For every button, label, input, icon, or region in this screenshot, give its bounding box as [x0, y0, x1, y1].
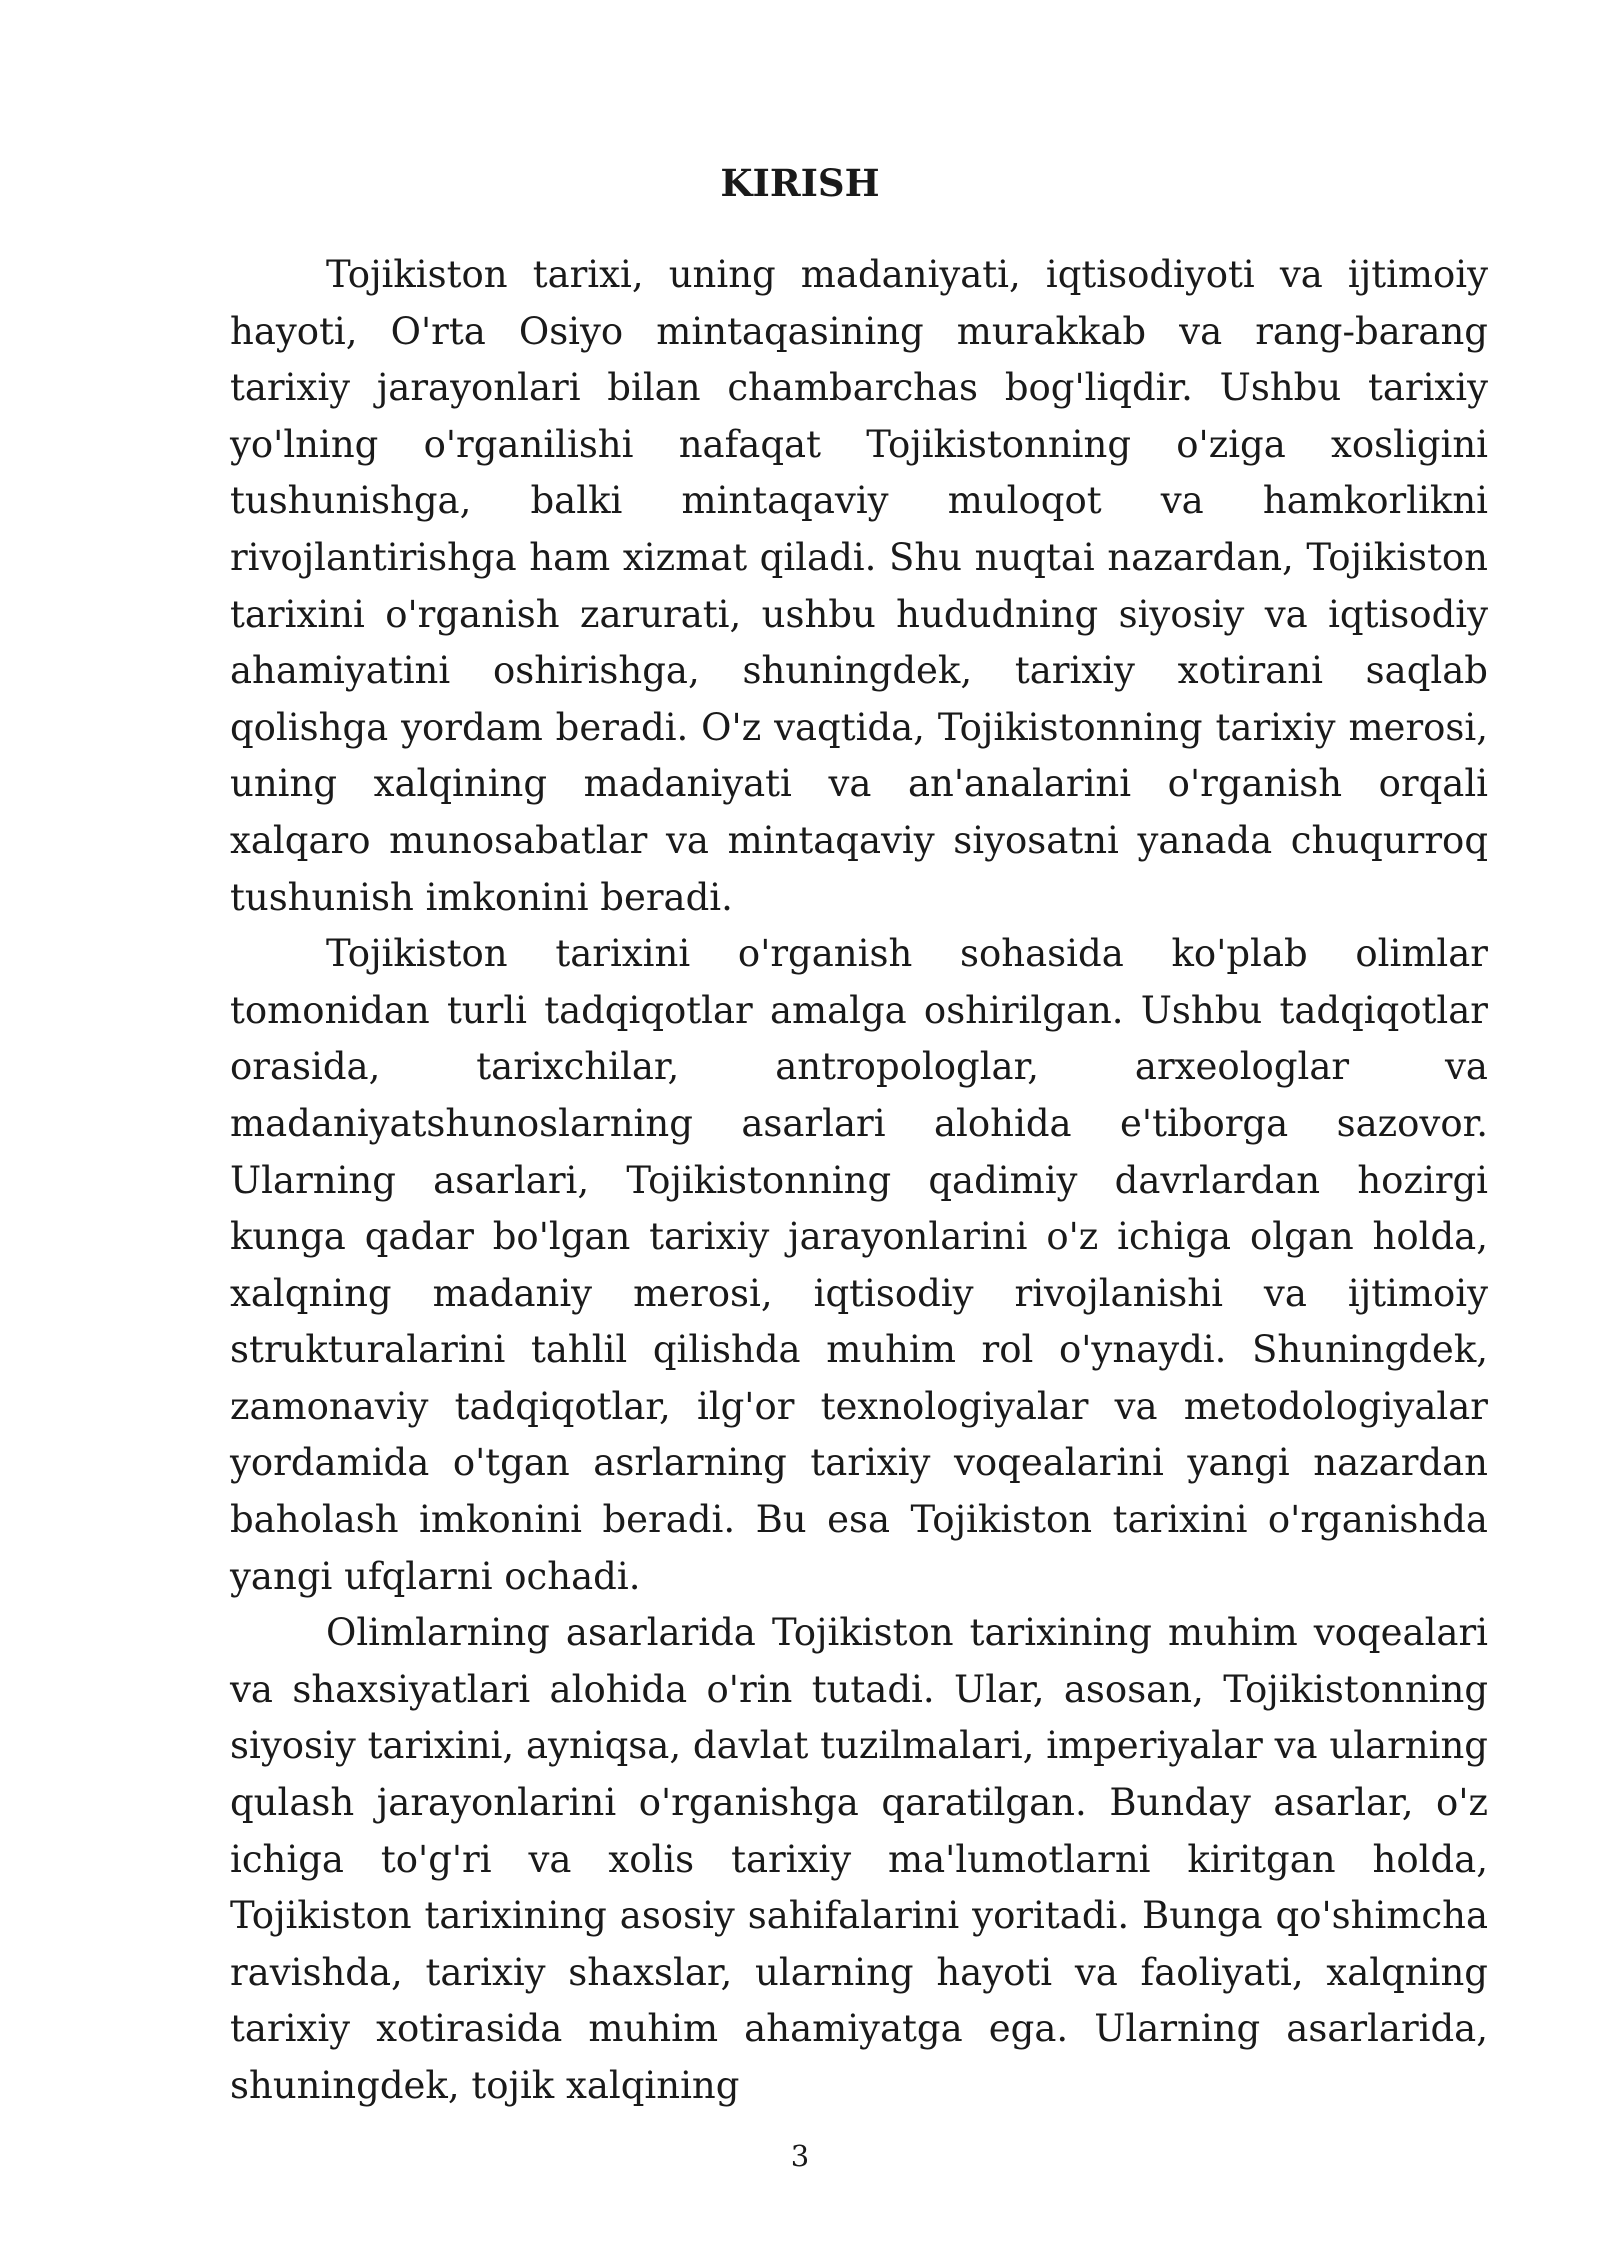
page-number: 3 [790, 2139, 810, 2173]
paragraph-3: Olimlarning asarlarida Tojikiston tarixining muhim voqealari va shaxsiyatlari alohida o'rin tutadi. Ular, asosan, Tojikistonning siyosiy tarixini, ayniqsa, davlat tuzilmalari, imperiyalar va ularning qulash jarayonlarini o'rganishga qaratilgan. Bunday asarlar, o'z ichiga to'g'ri va xolis tarixiy ma'lumotlarni kiritgan holda, Tojikiston tarixining asosiy sahifalarini yoritadi. Bunga qo'shimcha ravishda, tarixiy shaxslar, ularning hayoti va faoliyati, xalqning tarixiy xotirasida muhim ahamiyatga ega. Ularning asarlarida, shuningdek, tojik xalqining [230, 1611, 1488, 2107]
paragraph-2: Tojikiston tarixini o'rganish sohasida ko'plab olimlar tomonidan turli tadqiqotlar amalga oshirilgan. Ushbu tadqiqotlar orasida, tarixchilar, antropologlar, arxeologlar va madaniyatshunoslarning asarlari alohida e'tiborga sazovor. Ularning asarlari, Tojikistonning qadimiy davrlardan hozirgi kunga qadar bo'lgan tarixiy jarayonlarini o'z ichiga olgan holda, xalqning madaniy merosi, iqtisodiy rivojlanishi va ijtimoiy strukturalarini tahlil qilishda muhim rol o'ynaydi. Shuningdek, zamonaviy tadqiqotlar, ilg'or texnologiyalar va metodologiyalar yordamida o'tgan asrlarning tarixiy voqealarini yangi nazardan baholash imkonini beradi. Bu esa Tojikiston tarixini o'rganishda yangi ufqlarni ochadi. [230, 932, 1488, 1598]
body-text [230, 247, 1488, 2115]
page-title: KIRISH [720, 161, 880, 205]
paragraph-1: Tojikiston tarixi, uning madaniyati, iqtisodiyoti va ijtimoiy hayoti, O'rta Osiyo mintaqasining murakkab va rang-barang tarixiy jarayonlari bilan chambarchas bog'liqdir. Ushbu tarixiy yo'lning o'rganilishi nafaqat Tojikistonning o'ziga xosligini tushunishga, balki mintaqaviy muloqot va hamkorlikni rivojlantirishga ham xizmat qiladi. Shu nuqtai nazardan, Tojikiston tarixini o'rganish zarurati, ushbu hududning siyosiy va iqtisodiy ahamiyatini oshirishga, shuningdek, tarixiy xotirani saqlab qolishga yordam beradi. O'z vaqtida, Tojikistonning tarixiy merosi, uning xalqining madaniyati va an'analarini o'rganish orqali xalqaro munosabatlar va mintaqaviy siyosatni yanada chuqurroq tushunish imkonini beradi. [230, 253, 1488, 919]
